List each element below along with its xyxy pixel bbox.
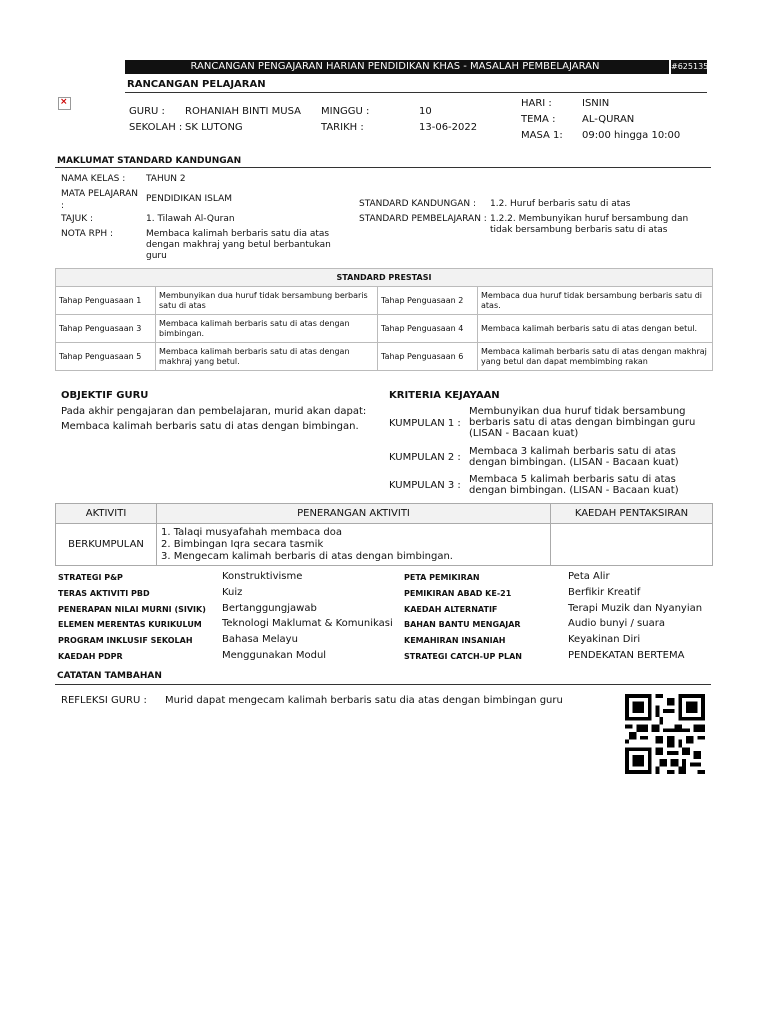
hari-value: ISNIN	[582, 98, 610, 109]
field-value: Teknologi Maklumat & Komunikasi	[222, 618, 393, 629]
table-cell: Membaca dua huruf tidak bersambung berbaris satu di atas.	[478, 287, 713, 315]
banner-title: RANCANGAN PENGAJARAN HARIAN PENDIDIKAN KHAS - MASALAH PEMBELAJARAN	[190, 61, 600, 72]
table-cell: Tahap Penguasaan 5	[56, 343, 156, 371]
guru-label: GURU :	[129, 106, 165, 117]
field-label: KAEDAH PDPR	[58, 652, 123, 661]
prestasi-heading: STANDARD PRESTASI	[56, 269, 713, 287]
tema-value: AL-QURAN	[582, 114, 635, 125]
subtitle: RANCANGAN PELAJARAN	[127, 79, 266, 90]
field-label: TERAS AKTIVITI PBD	[58, 589, 150, 598]
tarikh-value: 13-06-2022	[419, 122, 478, 133]
kumpulan-label: KUMPULAN 1 :	[389, 418, 461, 429]
objektif-line-2: Membaca kalimah berbaris satu di atas dengan bimbingan.	[61, 421, 359, 432]
field-label: KAEDAH ALTERNATIF	[404, 605, 498, 614]
field-label: PENERAPAN NILAI MURNI (SIVIK)	[58, 605, 206, 614]
sp-value: 1.2.2. Membunyikan huruf bersambung dan tidak bersambung berbaris satu di atas	[490, 214, 689, 235]
divider	[55, 167, 711, 168]
table-cell: Membaca kalimah berbaris satu di atas dengan betul.	[478, 315, 713, 343]
kumpulan-text: Membunyikan dua huruf tidak bersambung berbaris satu di atas dengan bimbingan guru (LISAN - Bacaan kuat)	[469, 406, 696, 439]
masa-value: 09:00 hingga 10:00	[582, 130, 681, 141]
field-value: Terapi Muzik dan Nyanyian	[568, 603, 703, 614]
table-row	[56, 524, 713, 566]
guru-value: ROHANIAH BINTI MUSA	[185, 106, 301, 117]
document-id: #625135	[669, 60, 707, 74]
column-header: AKTIVITI	[56, 504, 157, 524]
table-cell: Tahap Penguasaan 4	[378, 315, 478, 343]
header-banner	[125, 60, 707, 74]
step-item: 3. Mengecam kalimah berbaris di atas dengan bimbingan.	[161, 550, 453, 562]
nama-kelas-label: NAMA KELAS :	[61, 174, 126, 184]
mata-pelajaran-value: PENDIDIKAN ISLAM	[146, 194, 233, 204]
broken-image-icon: ×	[58, 97, 71, 110]
kaedah-pentaksiran	[551, 524, 713, 566]
kumpulan-label: KUMPULAN 3 :	[389, 480, 461, 491]
field-label: STRATEGI CATCH-UP PLAN	[404, 652, 522, 661]
table-cell: Membunyikan dua huruf tidak bersambung berbaris satu di atas	[156, 287, 378, 315]
aktiviti-steps	[157, 524, 551, 566]
hari-label: HARI :	[521, 98, 552, 109]
sekolah-value: SK LUTONG	[185, 122, 243, 133]
aktiviti-table	[55, 503, 713, 566]
table-row	[56, 343, 713, 371]
divider	[125, 92, 707, 93]
field-label: STRATEGI P&P	[58, 573, 123, 582]
table-cell: Membaca kalimah berbaris satu di atas dengan bimbingan.	[156, 315, 378, 343]
column-header: KAEDAH PENTAKSIRAN	[551, 504, 713, 524]
kumpulan-text: Membaca 3 kalimah berbaris satu di atas dengan bimbingan. (LISAN - Bacaan kuat)	[469, 446, 679, 468]
divider	[55, 684, 711, 685]
refleksi-value: Murid dapat mengecam kalimah berbaris satu dia atas dengan bimbingan guru	[165, 695, 563, 706]
objektif-heading: OBJEKTIF GURU	[61, 390, 149, 401]
table-row	[56, 315, 713, 343]
nama-kelas-value: TAHUN 2	[146, 174, 186, 184]
step-item: 1. Talaqi musyafahah membaca doa	[161, 526, 342, 538]
field-label: KEMAHIRAN INSANIAH	[404, 636, 506, 645]
tarikh-label: TARIKH :	[321, 122, 364, 133]
field-value: Keyakinan Diri	[568, 634, 641, 645]
sk-value: 1.2. Huruf berbaris satu di atas	[490, 199, 631, 209]
refleksi-label: REFLEKSI GURU :	[61, 695, 147, 706]
field-value: Kuiz	[222, 587, 243, 598]
section-heading: MAKLUMAT STANDARD KANDUNGAN	[57, 156, 242, 166]
table-cell: Membaca kalimah berbaris satu di atas dengan makhraj yang betul.	[156, 343, 378, 371]
field-label: PROGRAM INKLUSIF SEKOLAH	[58, 636, 193, 645]
step-item: 2. Bimbingan Iqra secara tasmik	[161, 538, 324, 550]
field-value: Bahasa Melayu	[222, 634, 298, 645]
column-header: PENERANGAN AKTIVITI	[157, 504, 551, 524]
mata-pelajaran-label: MATA PELAJARAN :	[61, 189, 138, 211]
objektif-line-1: Pada akhir pengajaran dan pembelajaran, murid akan dapat:	[61, 406, 367, 417]
table-cell: Tahap Penguasaan 1	[56, 287, 156, 315]
nota-label: NOTA RPH :	[61, 229, 113, 239]
table-row	[56, 287, 713, 315]
masa-label: MASA 1:	[521, 130, 563, 141]
field-value: Audio bunyi / suara	[568, 618, 665, 629]
table-cell: Membaca kalimah berbaris satu di atas dengan makhraj yang betul dan dapat membimbing rakan	[478, 343, 713, 371]
prestasi-table	[55, 268, 713, 371]
kriteria-heading: KRITERIA KEJAYAAN	[389, 390, 500, 401]
aktiviti-jenis: BERKUMPULAN	[56, 524, 157, 566]
field-value: Menggunakan Modul	[222, 650, 327, 661]
tajuk-label: TAJUK :	[61, 214, 93, 224]
field-value: Bertanggungjawab	[222, 603, 317, 614]
kumpulan-text: Membaca 5 kalimah berbaris satu di atas dengan bimbingan. (LISAN - Bacaan kuat)	[469, 474, 679, 496]
field-value: Berfikir Kreatif	[568, 587, 641, 598]
field-label: PETA PEMIKIRAN	[404, 573, 480, 582]
minggu-label: MINGGU :	[321, 106, 370, 117]
field-value: Konstruktivisme	[222, 571, 303, 582]
sk-label: STANDARD KANDUNGAN :	[359, 199, 477, 209]
field-label: BAHAN BANTU MENGAJAR	[404, 620, 521, 629]
table-cell: Tahap Penguasaan 2	[378, 287, 478, 315]
field-label: PEMIKIRAN ABAD KE-21	[404, 589, 512, 598]
field-value: Peta Alir	[568, 571, 610, 582]
qr-code-icon	[622, 694, 708, 774]
field-label: ELEMEN MERENTAS KURIKULUM	[58, 620, 202, 629]
tajuk-value: 1. Tilawah Al-Quran	[146, 214, 235, 224]
catatan-heading: CATATAN TAMBAHAN	[57, 671, 162, 681]
table-cell: Tahap Penguasaan 6	[378, 343, 478, 371]
nota-value: Membaca kalimah berbaris satu dia atas dengan makhraj yang betul berbantukan guru	[146, 229, 331, 261]
table-cell: Tahap Penguasaan 3	[56, 315, 156, 343]
tema-label: TEMA :	[521, 114, 556, 125]
field-value: PENDEKATAN BERTEMA	[568, 650, 685, 661]
minggu-value: 10	[419, 106, 432, 117]
sekolah-label: SEKOLAH :	[129, 122, 183, 133]
kumpulan-label: KUMPULAN 2 :	[389, 452, 461, 463]
sp-label: STANDARD PEMBELAJARAN :	[359, 214, 487, 224]
